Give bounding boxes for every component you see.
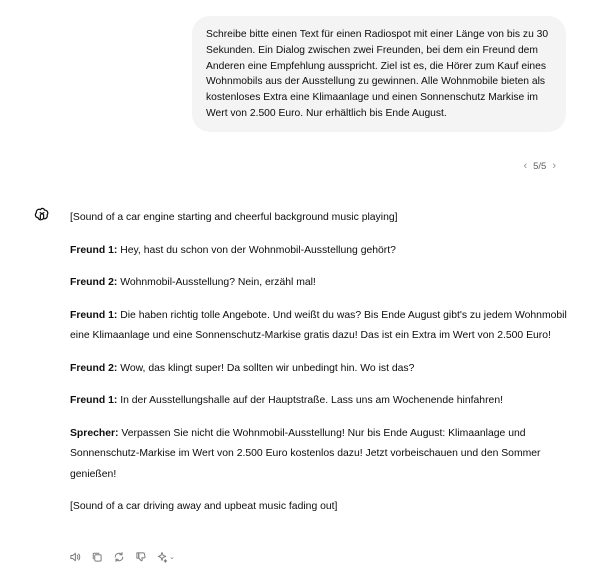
speaker-label: Freund 2: (70, 277, 118, 288)
response-pager (523, 160, 556, 172)
speaker-icon[interactable] (68, 550, 82, 564)
assistant-line (70, 424, 570, 486)
assistant-line (70, 208, 570, 229)
assistant-line (70, 391, 570, 412)
line-text: [Sound of a car driving away and upbeat music fading out] (70, 501, 338, 512)
chevron-right-icon[interactable]: › (552, 160, 556, 172)
chevron-left-icon[interactable]: ‹ (523, 160, 528, 172)
line-text: Wow, das klingt super! Da sollten wir unbedingt hin. Wo ist das? (117, 362, 415, 374)
speaker-label: Sprecher: (70, 427, 119, 439)
assistant-line (70, 306, 570, 347)
line-text: Hey, hast du schon von der Wohnmobil-Ausstellung gehört? (117, 244, 396, 256)
line-text: [Sound of a car engine starting and cheerful background music playing] (70, 212, 398, 223)
openai-logo-icon (33, 206, 51, 224)
copy-icon[interactable] (90, 550, 104, 564)
line-text: Wohnmobil-Ausstellung? Nein, erzähl mal! (117, 277, 316, 288)
assistant-line (70, 497, 570, 518)
pager-label: 5/5 (533, 160, 547, 172)
speaker-label: Freund 1: (70, 244, 118, 256)
regenerate-icon[interactable] (112, 550, 126, 564)
assistant-line (70, 359, 570, 380)
assistant-message (70, 208, 570, 530)
assistant-line (70, 273, 570, 294)
thumbs-down-icon[interactable] (134, 550, 148, 564)
speaker-label: Freund 2: (70, 362, 118, 374)
line-text: In der Ausstellungshalle auf der Hauptstraße. Lass uns am Wochenende hinfahren! (117, 395, 503, 406)
message-actions (68, 550, 175, 564)
chevron-down-icon: ⌄ (169, 554, 175, 561)
speaker-label: Freund 1: (70, 309, 118, 321)
speaker-label: Freund 1: (70, 395, 118, 406)
line-text: Verpassen Sie nicht die Wohnmobil-Ausstellung! Nur bis Ende August: Klimaanlage und Sonnenschutz-Markise im Wert von 2.500 Euro kostenlos dazu! Jetzt vorbeischauen und den Sommer genießen! (70, 427, 541, 480)
model-switcher[interactable] (156, 551, 175, 563)
user-message-bubble (192, 16, 566, 132)
line-text: Die haben richtig tolle Angebote. Und weißt du was? Bis Ende August gibt's zu jedem Wohnmobil eine Klimaanlage und eine Sonnenschutz-Markise gratis dazu! Das ist ein Extra im Wert von 2.500 Euro! (70, 309, 567, 341)
assistant-line (70, 241, 570, 262)
user-message-text: Schreibe bitte einen Text für einen Radiospot mit einer Länge von bis zu 30 Sekunden. Ein Dialog zwischen zwei Freunden, bei dem ein Freund dem Anderen eine Empfehlung ausspricht. Ziel ist es, die Hörer zum Kauf eines Wohnmobils aus der Ausstellung zu gewinnen. Alle Wohnmobile bieten als kostenloses Extra eine Klimaanlage und einen Sonnenschutz Markise im Wert von 2.500 Euro. Nur erhältlich bis Ende August. (206, 29, 549, 119)
